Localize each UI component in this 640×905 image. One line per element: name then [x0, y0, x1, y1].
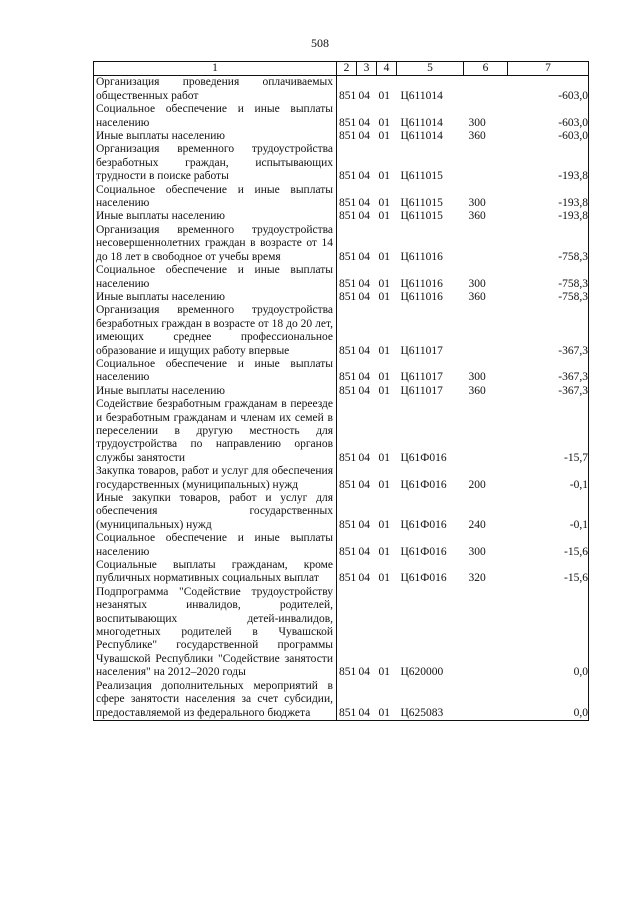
row-col-5: Ц61Ф016: [400, 518, 447, 531]
row-col-3: 04: [358, 116, 370, 129]
row-name-cell: Организация временного трудоустройства безработных граждан, испытывающих трудности в поиске работы: [94, 143, 337, 183]
row-col-3: 04: [358, 89, 370, 102]
row-col-2: 851: [339, 572, 357, 585]
row-col-5: Ц611017: [400, 384, 443, 397]
row-amount: -367,3: [508, 358, 589, 385]
table-row: [94, 492, 589, 532]
row-col-5: Ц611015: [400, 170, 443, 183]
row-amount: -603,0: [508, 103, 589, 130]
row-col-4: 01: [378, 210, 390, 223]
row-amount: -193,8: [508, 143, 589, 183]
table-row: [94, 465, 589, 492]
row-name-cell: Иные закупки товаров, работ и услуг для обеспечения государственных (муниципальных) нужд: [94, 492, 337, 532]
row-col-4: 01: [377, 680, 397, 721]
row-name-cell: Иные выплаты населению: [94, 385, 337, 398]
header-col-4: 4: [377, 62, 397, 76]
row-amount: -193,8: [508, 184, 589, 211]
row-col-3: 04: [358, 170, 370, 183]
table-row: [94, 184, 589, 211]
row-amount: -15,6: [508, 559, 589, 586]
row-name-cell: Иные выплаты населению: [94, 291, 337, 304]
row-name-cell: Реализация дополнительных мероприятий в сфере занятости населения за счет субсидии, предоставляемой из федерального бюджета: [94, 680, 337, 721]
row-col-5: Ц620000: [400, 666, 444, 679]
row-col-5: Ц611015: [400, 197, 443, 210]
row-col-6: 300: [468, 277, 486, 290]
row-col-5: Ц611014: [400, 116, 443, 129]
table-row: [94, 398, 589, 465]
table-row: [94, 358, 589, 385]
row-col-4: 01: [378, 89, 390, 102]
row-amount: -193,8: [508, 210, 589, 223]
table-row: [94, 143, 589, 183]
table-row: [94, 76, 589, 103]
row-col-3: 04: [358, 197, 370, 210]
row-col-3: 04: [358, 371, 370, 384]
row-name-cell: Организация временного трудоустройства безработных граждан в возрасте от 18 до 20 лет, имеющих среднее профессиональное образование и ищущих работу впервые: [94, 304, 337, 358]
row-col-3: 04: [358, 210, 370, 223]
header-col-6: 6: [464, 62, 508, 76]
row-col-3: 04: [358, 518, 370, 531]
row-amount: 0,0: [508, 680, 589, 721]
row-col-3: 04: [358, 666, 370, 679]
table-header: [94, 62, 589, 76]
row-name-cell: Социальное обеспечение и иные выплаты населению: [94, 184, 337, 211]
row-col-4: 01: [378, 451, 390, 464]
table-body: [94, 76, 589, 721]
row-amount: -603,0: [508, 130, 589, 143]
row-col-6: 300: [468, 197, 486, 210]
header-col-2: 2: [337, 62, 357, 76]
row-col-3: 04: [358, 451, 370, 464]
row-amount: -758,3: [508, 264, 589, 291]
row-amount: -367,3: [508, 385, 589, 398]
row-name-cell: Закупка товаров, работ и услуг для обеспечения государственных (муниципальных) нужд: [94, 465, 337, 492]
row-col-6: 240: [468, 518, 486, 531]
row-col-3: 04: [358, 250, 370, 263]
table-row: [94, 532, 589, 559]
row-col-2: 851: [339, 89, 357, 102]
row-col-4: 01: [378, 197, 390, 210]
row-col-3: 04: [358, 478, 370, 491]
row-amount: -758,3: [508, 224, 589, 264]
row-name-cell: Социальное обеспечение и иные выплаты населению: [94, 103, 337, 130]
row-col-2: 851: [339, 116, 357, 129]
row-col-4: 01: [378, 130, 390, 143]
header-col-3: 3: [357, 62, 377, 76]
row-col-2: 851: [339, 130, 357, 143]
row-col-6: 360: [468, 130, 486, 143]
row-col-5: Ц61Ф016: [400, 451, 447, 464]
table-row: [94, 224, 589, 264]
row-col-6: [464, 143, 508, 183]
row-name-cell: Иные выплаты населению: [94, 130, 337, 143]
row-col-4: 01: [378, 545, 390, 558]
row-col-3: 04: [358, 290, 370, 303]
row-col-2: 851: [337, 680, 357, 721]
row-col-5: Ц611016: [400, 250, 443, 263]
table-row: [94, 103, 589, 130]
row-col-6: [464, 586, 508, 680]
row-col-5: Ц611017: [400, 371, 443, 384]
row-col-3: 04: [358, 130, 370, 143]
row-col-6: 360: [468, 210, 486, 223]
row-col-3: 04: [358, 277, 370, 290]
row-col-4: 01: [378, 478, 390, 491]
row-col-2: 851: [339, 545, 357, 558]
row-col-5: Ц611014: [400, 130, 443, 143]
row-col-4: 01: [378, 384, 390, 397]
header-col-5: 5: [397, 62, 464, 76]
row-col-2: 851: [339, 170, 357, 183]
row-col-5: Ц625083: [397, 680, 464, 721]
row-amount: -758,3: [508, 291, 589, 304]
row-name-cell: Организация временного трудоустройства несовершеннолетних граждан в возрасте от 14 до 18 лет в свободное от учебы время: [94, 224, 337, 264]
row-col-6: 200: [468, 478, 486, 491]
row-col-5: Ц611014: [400, 89, 443, 102]
table-row: [94, 586, 589, 680]
row-col-2: 851: [339, 210, 357, 223]
row-col-4: 01: [378, 572, 390, 585]
row-col-6: [464, 304, 508, 358]
row-col-4: 01: [378, 518, 390, 531]
row-col-4: 01: [378, 344, 390, 357]
row-col-4: 01: [378, 290, 390, 303]
page-number: 508: [311, 36, 329, 50]
row-name-cell: Социальное обеспечение и иные выплаты населению: [94, 264, 337, 291]
row-col-4: 01: [378, 116, 390, 129]
row-amount: -0,1: [508, 492, 589, 532]
row-col-6: 300: [468, 116, 486, 129]
row-amount: 0,0: [508, 586, 589, 680]
row-col-4: 01: [378, 277, 390, 290]
table-row: [94, 291, 589, 304]
row-col-3: 04: [357, 680, 377, 721]
row-col-2: 851: [339, 518, 357, 531]
row-amount: -603,0: [508, 76, 589, 103]
row-col-4: 01: [378, 250, 390, 263]
table-row: [94, 680, 589, 721]
header-col-7: 7: [508, 62, 589, 76]
row-col-2: 851: [339, 290, 357, 303]
row-amount: -15,6: [508, 532, 589, 559]
table-row: [94, 385, 589, 398]
header-col-1: 1: [94, 62, 337, 76]
row-col-2: 851: [339, 451, 357, 464]
row-name-cell: Социальное обеспечение и иные выплаты населению: [94, 358, 337, 385]
row-name-cell: Иные выплаты населению: [94, 210, 337, 223]
row-col-3: 04: [358, 344, 370, 357]
row-amount: -0,1: [508, 465, 589, 492]
row-col-6: [464, 76, 508, 103]
row-col-4: 01: [378, 371, 390, 384]
row-col-2: 851: [339, 478, 357, 491]
table-row: [94, 559, 589, 586]
row-col-6: [464, 398, 508, 465]
row-col-2: 851: [339, 344, 357, 357]
row-col-6: 360: [468, 290, 486, 303]
row-col-2: 851: [339, 197, 357, 210]
row-col-3: 04: [358, 545, 370, 558]
row-amount: -367,3: [508, 304, 589, 358]
row-col-5: Ц611017: [400, 344, 443, 357]
row-col-4: 01: [378, 170, 390, 183]
row-col-5: Ц611016: [400, 290, 443, 303]
budget-table: [93, 61, 589, 721]
table-row: [94, 130, 589, 143]
row-col-3: 04: [358, 572, 370, 585]
row-col-5: Ц61Ф016: [400, 572, 447, 585]
row-name-cell: Социальные выплаты гражданам, кроме публичных нормативных социальных выплат: [94, 559, 337, 586]
row-col-5: Ц611015: [400, 210, 443, 223]
row-col-6: 300: [468, 545, 486, 558]
row-col-5: Ц611016: [400, 277, 443, 290]
row-col-2: 851: [339, 250, 357, 263]
row-name-cell: Социальное обеспечение и иные выплаты населению: [94, 532, 337, 559]
row-col-6: 300: [468, 371, 486, 384]
row-col-6: [464, 680, 508, 721]
row-col-6: 320: [468, 572, 486, 585]
table-row: [94, 210, 589, 223]
row-col-2: 851: [339, 371, 357, 384]
row-col-5: Ц61Ф016: [400, 478, 447, 491]
row-col-5: Ц61Ф016: [400, 545, 447, 558]
row-name-cell: Организация проведения оплачиваемых общественных работ: [94, 76, 337, 103]
row-col-6: [464, 224, 508, 264]
row-col-2: 851: [339, 384, 357, 397]
row-name-cell: Содействие безработным гражданам в переезде и безработным гражданам и членам их семей в переселении в другую местность для трудоустройства по направлению органов службы занятости: [94, 398, 337, 465]
row-col-2: 851: [339, 666, 357, 679]
table-row: [94, 304, 589, 358]
row-col-3: 04: [358, 384, 370, 397]
row-amount: -15,7: [508, 398, 589, 465]
row-col-6: 360: [468, 384, 486, 397]
row-col-2: 851: [339, 277, 357, 290]
table-row: [94, 264, 589, 291]
row-name-cell: Подпрограмма "Содействие трудоустройству незанятых инвалидов, родителей, воспитывающих детей-инвалидов, многодетных родителей в Чувашской Республике" государственной программы Чувашской Республики "Содействие занятости населения" на 2012–2020 годы: [94, 586, 337, 680]
row-col-4: 01: [378, 666, 390, 679]
